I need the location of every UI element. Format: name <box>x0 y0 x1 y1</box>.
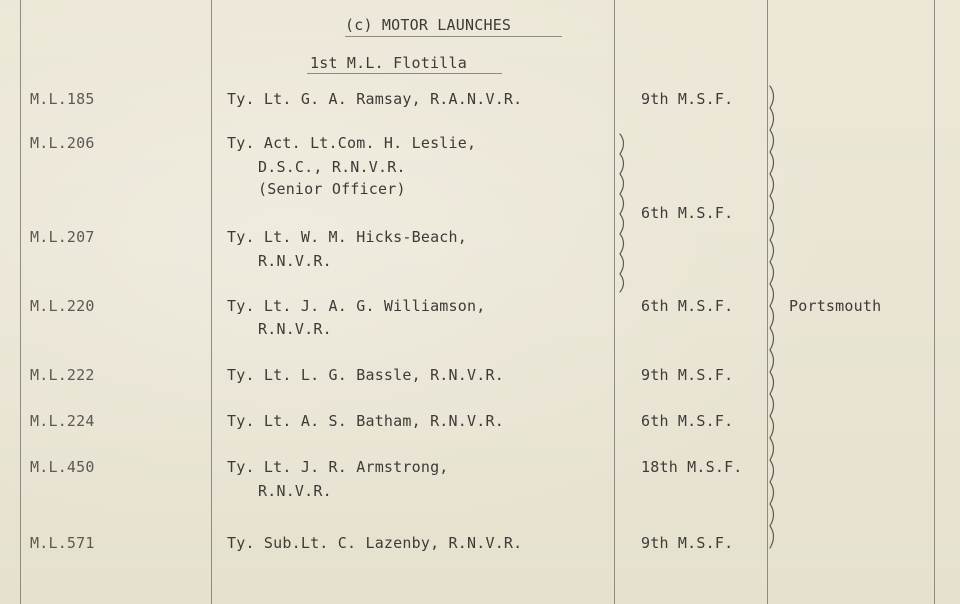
officer-ml206-line2: D.S.C., R.N.V.R. <box>258 158 406 176</box>
section-heading: (c) MOTOR LAUNCHES <box>345 16 512 34</box>
column-rule-left <box>20 0 21 604</box>
officer-ml185: Ty. Lt. G. A. Ramsay, R.A.N.V.R. <box>227 90 523 108</box>
column-rule-right <box>934 0 935 604</box>
msf-ml571: 9th M.S.F. <box>641 534 734 552</box>
section-heading-underline <box>345 36 562 37</box>
vessel-ml224: M.L.224 <box>30 412 95 430</box>
msf-ml450: 18th M.S.F. <box>641 458 743 476</box>
officer-ml220-line1: Ty. Lt. J. A. G. Williamson, <box>227 297 486 315</box>
flotilla-heading: 1st M.L. Flotilla <box>310 54 467 72</box>
msf-ml206-ml207: 6th M.S.F. <box>641 204 734 222</box>
column-rule-officer <box>614 0 615 604</box>
msf-ml220: 6th M.S.F. <box>641 297 734 315</box>
officer-ml222: Ty. Lt. L. G. Bassle, R.N.V.R. <box>227 366 504 384</box>
vessel-ml571: M.L.571 <box>30 534 95 552</box>
vessel-ml207: M.L.207 <box>30 228 95 246</box>
vessel-ml220: M.L.220 <box>30 297 95 315</box>
bracket-msf-group <box>770 86 774 548</box>
officer-ml206-line1: Ty. Act. Lt.Com. H. Leslie, <box>227 134 477 152</box>
officer-ml220-line2: R.N.V.R. <box>258 320 332 338</box>
vessel-ml222: M.L.222 <box>30 366 95 384</box>
column-rule-vessel <box>211 0 212 604</box>
officer-ml206-line3: (Senior Officer) <box>258 180 406 198</box>
base-location: Portsmouth <box>789 297 882 315</box>
officer-ml571: Ty. Sub.Lt. C. Lazenby, R.N.V.R. <box>227 534 523 552</box>
officer-ml224: Ty. Lt. A. S. Batham, R.N.V.R. <box>227 412 504 430</box>
vessel-ml185: M.L.185 <box>30 90 95 108</box>
msf-ml185: 9th M.S.F. <box>641 90 734 108</box>
column-rule-msf <box>767 0 768 604</box>
vessel-ml450: M.L.450 <box>30 458 95 476</box>
officer-ml450-line2: R.N.V.R. <box>258 482 332 500</box>
vessel-ml206: M.L.206 <box>30 134 95 152</box>
msf-ml222: 9th M.S.F. <box>641 366 734 384</box>
msf-ml224: 6th M.S.F. <box>641 412 734 430</box>
bracket-officer-206-207 <box>620 134 624 292</box>
officer-ml450-line1: Ty. Lt. J. R. Armstrong, <box>227 458 449 476</box>
officer-ml207-line2: R.N.V.R. <box>258 252 332 270</box>
officer-ml207-line1: Ty. Lt. W. M. Hicks-Beach, <box>227 228 467 246</box>
